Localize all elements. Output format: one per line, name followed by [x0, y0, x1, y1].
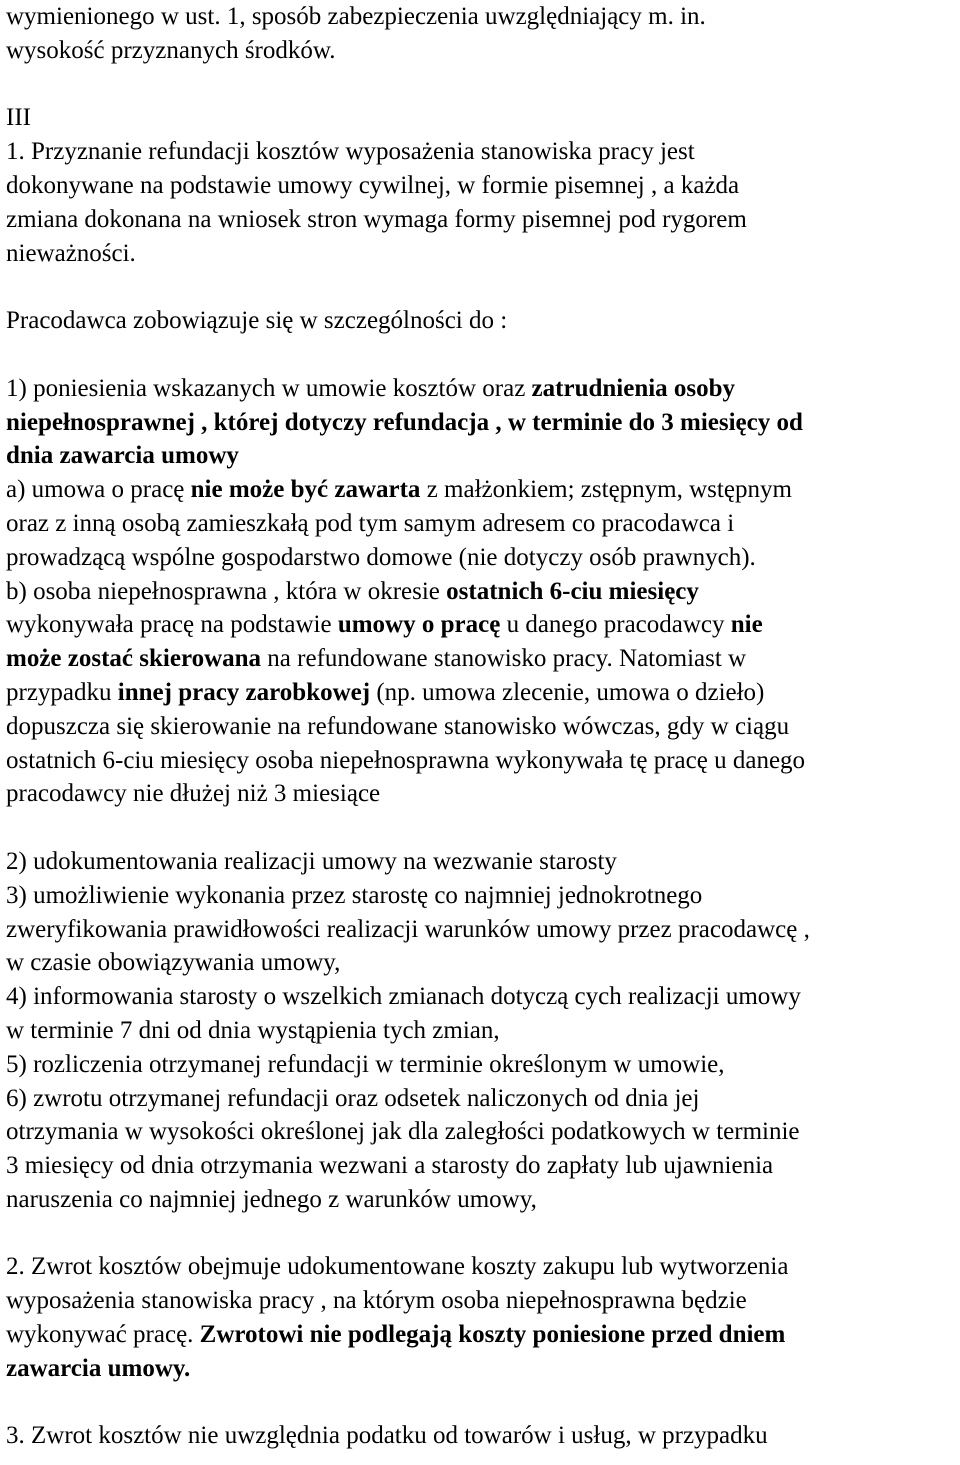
text-line — [6, 879, 954, 913]
text-line — [6, 541, 954, 575]
text-segment: na refundowane stanowisko pracy. Natomiast w — [261, 645, 747, 673]
bold-text: zawarcia umowy. — [6, 1354, 191, 1382]
text-segment: nieważności. — [6, 239, 136, 267]
text-segment: otrzymania w wysokości określonej jak dla zaległości podatkowych w terminie — [6, 1118, 800, 1146]
text-line — [6, 1014, 954, 1048]
text-segment: wymienionego w ust. 1, sposób zabezpieczenia uwzględniający m. in. — [6, 3, 706, 30]
text-segment: 5) rozliczenia otrzymanej refundacji w terminie określonym w umowie, — [6, 1050, 725, 1078]
text-segment: wysokość przyznanych środków. — [6, 36, 336, 64]
text-line — [6, 1149, 954, 1183]
text-line — [6, 0, 954, 34]
text-segment: naruszenia co najmniej jednego z warunków umowy, — [6, 1185, 537, 1213]
text-line — [6, 1183, 954, 1217]
bold-text: zatrudnienia osoby — [531, 374, 736, 402]
text-segment: ostatnich 6-ciu miesięcy osoba niepełnosprawna wykonywała tę pracę u danego — [6, 746, 806, 774]
text-segment: dokonywane na podstawie umowy cywilnej, w formie pisemnej , a każda — [6, 171, 740, 199]
blank-line — [6, 338, 954, 372]
text-segment: wykonywała pracę na podstawie — [6, 611, 338, 639]
text-line — [6, 710, 954, 744]
text-line — [6, 1048, 954, 1082]
text-line — [6, 777, 954, 811]
text-line — [6, 642, 954, 676]
text-line — [6, 1250, 954, 1284]
text-segment: 6) zwrotu otrzymanej refundacji oraz odsetek naliczonych od dnia jej — [6, 1084, 700, 1112]
text-line — [6, 406, 954, 440]
document-page — [6, 0, 954, 1453]
bold-text: Zwrotowi nie podlegają koszty poniesione przed dniem — [199, 1321, 786, 1349]
text-segment: 1) poniesienia wskazanych w umowie kosztów oraz — [6, 374, 532, 402]
text-line — [6, 608, 954, 642]
bold-text: niepełnosprawnej , której dotyczy refundacja , w terminie do 3 miesięcy od — [6, 408, 803, 436]
text-segment: 1. Przyznanie refundacji kosztów wyposażenia stanowiska pracy jest — [6, 138, 695, 166]
text-line — [6, 1082, 954, 1116]
text-segment: dopuszcza się skierowanie na refundowane stanowisko wówczas, gdy w ciągu — [6, 712, 790, 740]
text-segment: pracodawcy nie dłużej niż 3 miesiące — [6, 780, 381, 808]
text-line — [6, 439, 954, 473]
text-line — [6, 507, 954, 541]
text-line — [6, 1284, 954, 1318]
text-line — [6, 744, 954, 778]
blank-line — [6, 68, 954, 102]
text-segment: III — [6, 104, 31, 132]
text-segment: wyposażenia stanowiska pracy , na którym osoba niepełnosprawna będzie — [6, 1287, 747, 1315]
text-segment: zmiana dokonana na wniosek stron wymaga formy pisemnej pod rygorem — [6, 205, 747, 233]
bold-text: umowy o pracę — [337, 611, 501, 639]
text-segment: (np. umowa zlecenie, umowa o dzieło) — [370, 678, 765, 706]
text-line — [6, 101, 954, 135]
text-segment: 2. Zwrot kosztów obejmuje udokumentowane koszty zakupu lub wytworzenia — [6, 1253, 789, 1281]
blank-line — [6, 1386, 954, 1420]
text-segment: 3 miesięcy od dnia otrzymania wezwani a starosty do zapłaty lub ujawnienia — [6, 1152, 774, 1180]
text-line — [6, 304, 954, 338]
text-segment: a) umowa o pracę — [6, 476, 191, 504]
text-segment: wykonywać pracę. — [6, 1321, 200, 1349]
blank-line — [6, 811, 954, 845]
bold-text: innej pracy zarobkowej — [117, 678, 371, 706]
text-line — [6, 1115, 954, 1149]
text-segment: zweryfikowania prawidłowości realizacji warunków umowy przez pracodawcę , — [6, 915, 810, 943]
text-line — [6, 575, 954, 609]
text-segment: przypadku — [6, 678, 118, 706]
bold-text: ostatnich 6-ciu miesięcy — [446, 577, 699, 605]
text-segment: prowadzącą wspólne gospodarstwo domowe (nie dotyczy osób prawnych). — [6, 543, 756, 571]
text-segment: u danego pracodawcy — [500, 611, 731, 639]
text-line — [6, 845, 954, 879]
text-segment: z małżonkiem; zstępnym, wstępnym — [420, 476, 792, 504]
text-line — [6, 1318, 954, 1352]
text-segment: 3. Zwrot kosztów nie uwzględnia podatku od towarów i usług, w przypadku — [6, 1422, 768, 1450]
bold-text: dnia zawarcia umowy — [6, 442, 239, 470]
text-line — [6, 237, 954, 271]
text-segment: oraz z inną osobą zamieszkałą pod tym samym adresem co pracodawca i — [6, 509, 735, 537]
blank-line — [6, 270, 954, 304]
text-line — [6, 980, 954, 1014]
bold-text: nie może być zawarta — [190, 476, 421, 504]
text-line — [6, 135, 954, 169]
text-line — [6, 1352, 954, 1386]
text-line — [6, 1419, 954, 1453]
bold-text: może zostać skierowana — [6, 645, 262, 673]
text-segment: b) osoba niepełnosprawna , która w okresie — [6, 577, 447, 605]
text-segment: 2) udokumentowania realizacji umowy na wezwanie starosty — [6, 847, 617, 875]
text-segment: w czasie obowiązywania umowy, — [6, 949, 341, 977]
text-segment: 3) umożliwienie wykonania przez starostę co najmniej jednokrotnego — [6, 881, 703, 909]
text-segment: Pracodawca zobowiązuje się w szczególności do : — [6, 307, 508, 335]
text-segment: 4) informowania starosty o wszelkich zmianach dotyczą cych realizacji umowy — [6, 983, 801, 1011]
bold-text: nie — [730, 611, 763, 639]
text-line — [6, 473, 954, 507]
text-line — [6, 676, 954, 710]
blank-line — [6, 1217, 954, 1251]
text-line — [6, 372, 954, 406]
text-line — [6, 34, 954, 68]
text-line — [6, 169, 954, 203]
text-line — [6, 913, 954, 947]
text-segment: w terminie 7 dni od dnia wystąpienia tych zmian, — [6, 1016, 500, 1044]
text-line — [6, 203, 954, 237]
text-line — [6, 946, 954, 980]
